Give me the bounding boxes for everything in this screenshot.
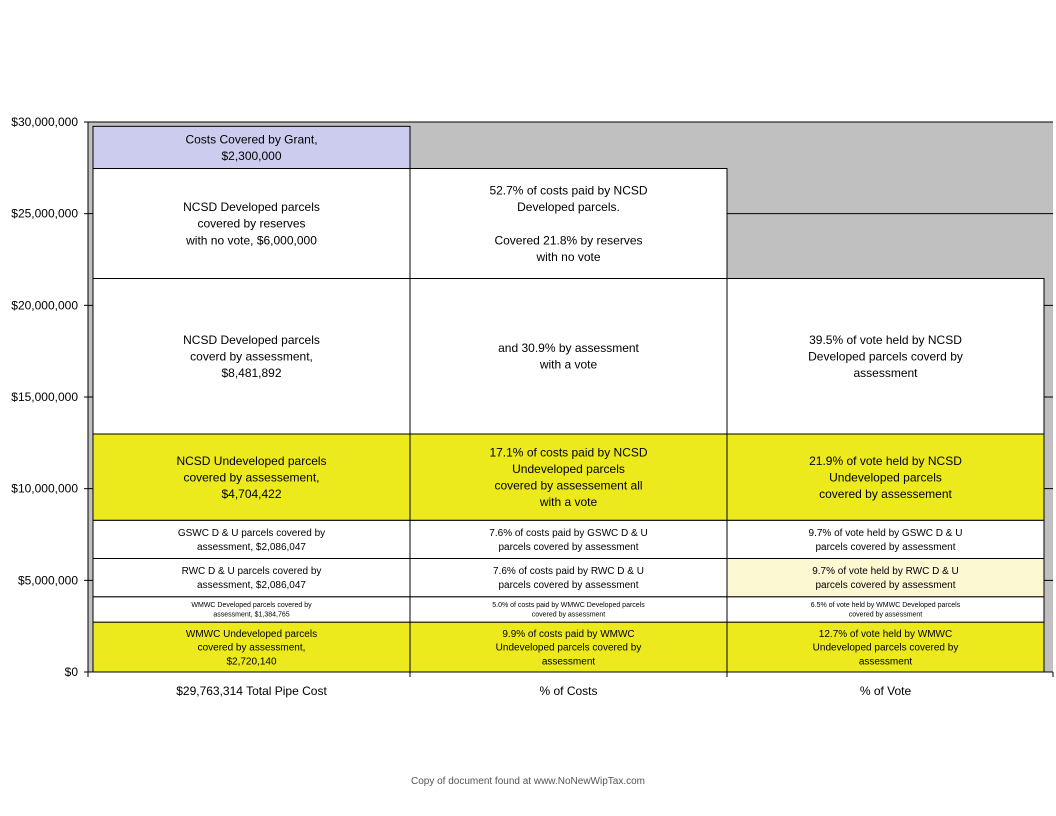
segment-label: 21.9% of vote held by NCSD Undeveloped parcels covered by assessement [809, 453, 962, 501]
segment-label: 9.9% of costs paid by WMWC Undeveloped parcels covered by assessment [495, 628, 642, 668]
segment-label: 12.7% of vote held by WMWC Undeveloped parcels covered by assessment [812, 628, 959, 668]
y-tick-label: $15,000,000 [11, 390, 78, 404]
y-tick-label: $20,000,000 [11, 298, 78, 313]
segment-label: 5.0% of costs paid by WMWC Developed parcels covered by assessment [492, 602, 645, 619]
x-tick-label: $29,763,314 Total Pipe Cost [176, 684, 327, 698]
segment-label: NCSD Undeveloped parcels covered by assessement, $4,704,422 [176, 453, 327, 501]
y-tick-label: $0 [64, 665, 78, 679]
segment-label: NCSD Developed parcels covered by reserves with no vote, $6,000,000 [183, 200, 320, 248]
segment-label: and 30.9% by assessment with a vote [498, 341, 639, 372]
y-tick-label: $10,000,000 [11, 481, 78, 496]
segment-label: GSWC D & U parcels covered by assessment, $2,086,047 [177, 527, 326, 553]
y-tick-label: $30,000,000 [11, 115, 78, 129]
segment-label: 7.6% of costs paid by RWC D & U parcels covered by assessment [493, 566, 644, 592]
segment-label: 17.1% of costs paid by NCSD Undeveloped parcels covered by assessement all with a vote [489, 445, 648, 510]
segment-label: Costs Covered by Grant, $2,300,000 [185, 132, 318, 163]
segment-label: WMWC Developed parcels covered by assessment, $1,384,765 [191, 602, 312, 619]
y-tick-label: $25,000,000 [11, 206, 78, 221]
segment-label: 52.7% of costs paid by NCSD Developed parcels. Covered 21.8% by reserves with no vote [489, 183, 648, 264]
segment-label: WMWC Undeveloped parcels covered by assessment, $2,720,140 [185, 628, 318, 668]
segment-label: 9.7% of vote held by GSWC D & U parcels covered by assessment [808, 527, 963, 553]
segment-label: NCSD Developed parcels coverd by assessment, $8,481,892 [183, 332, 320, 381]
x-tick-label: % of Costs [539, 684, 598, 698]
segment-label: 7.6% of costs paid by GSWC D & U parcels covered by assessment [489, 527, 648, 553]
bar-segment [410, 279, 727, 435]
segment-label: 9.7% of vote held by RWC D & U parcels covered by assessment [812, 566, 959, 592]
x-tick-label: % of Vote [859, 684, 912, 698]
footer-source-note: Copy of document found at www.NoNewWipTax.com [411, 776, 645, 787]
segment-label: 6.5% of vote held by WMWC Developed parcels covered by assessment [810, 602, 961, 619]
segment-label: 39.5% of vote held by NCSD Developed parcels coverd by assessment [808, 332, 963, 381]
segment-label: RWC D & U parcels covered by assessment, $2,086,047 [181, 566, 322, 592]
y-tick-label: $5,000,000 [17, 573, 78, 588]
